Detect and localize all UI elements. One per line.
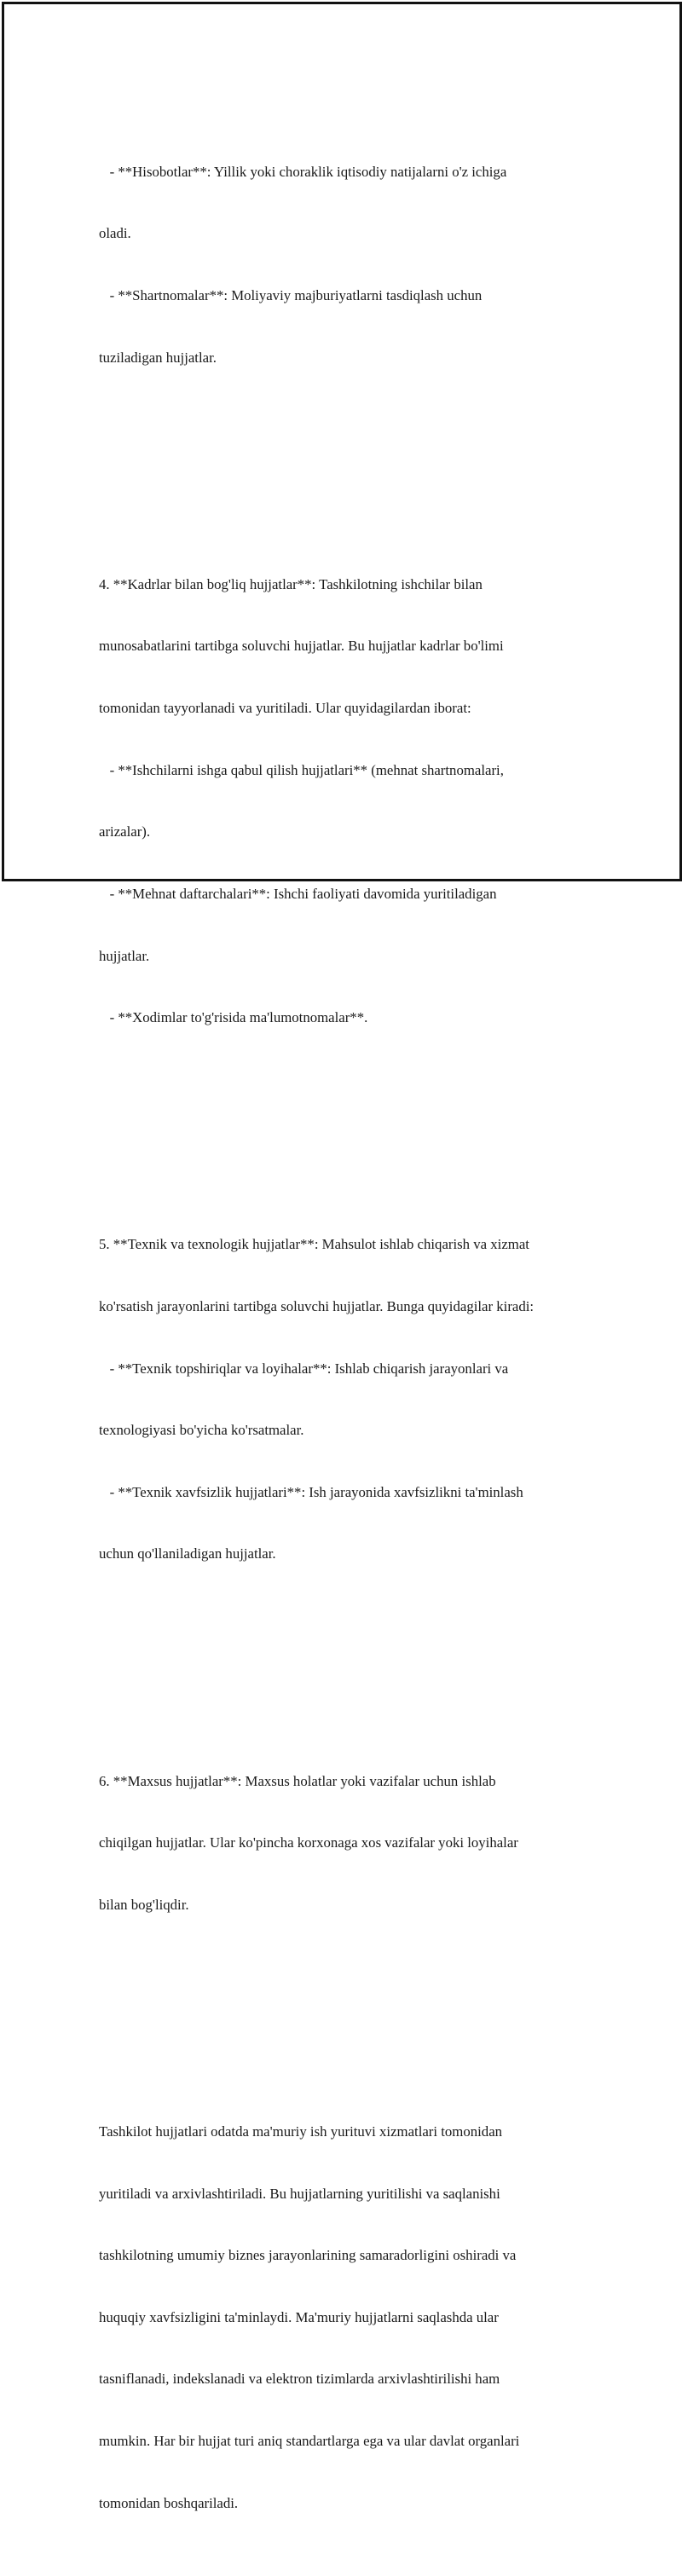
paragraph-gap	[99, 1111, 585, 1131]
text-line: - **Texnik topshiriqlar va loyihalar**: Ishlab chiqarish jarayonlari va	[99, 1360, 509, 1377]
text-line: tomonidan boshqariladi.	[99, 2494, 239, 2511]
paragraph-special-documents	[99, 1730, 585, 1956]
text-line: - **Ishchilarni ishga qabul qilish hujjatlari** (mehnat shartnomalari,	[99, 761, 504, 778]
text-line: munosabatlarini tartibga soluvchi hujjatlar. Bu hujjatlar kadrlar bo'limi	[99, 638, 504, 655]
paragraph-summary	[99, 2081, 585, 2556]
text-line: hujjatlar.	[99, 947, 150, 964]
text-line: 5. **Texnik va texnologik hujjatlar**: Mahsulot ishlab chiqarish va xizmat	[99, 1236, 529, 1253]
text-line: 4. **Kadrlar bilan bog'liq hujjatlar**: Tashkilotning ishchilar bilan	[99, 575, 483, 592]
text-line: mumkin. Har bir hujjat turi aniq standartlarga ega va ular davlat organlari	[99, 2433, 520, 2450]
document-body	[99, 79, 585, 2576]
text-line: ko'rsatish jarayonlarini tartibga soluvchi hujjatlar. Bunga quyidagilar kiradi:	[99, 1297, 535, 1314]
text-line: tasniflanadi, indekslanadi va elektron tizimlarda arxivlashtirilishi ham	[99, 2371, 500, 2388]
text-line: uchun qo'llaniladigan hujjatlar.	[99, 1545, 276, 1562]
text-line: - **Shartnomalar**: Moliyaviy majburiyatlarni tasdiqlash uchun	[99, 287, 483, 304]
text-line: bilan bog'liqdir.	[99, 1896, 189, 1913]
text-line: huquqiy xavfsizligini ta'minlaydi. Ma'muriy hujjatlarni saqlashda ular	[99, 2308, 499, 2325]
text-line: tuziladigan hujjatlar.	[99, 349, 217, 366]
text-line: - **Hisobotlar**: Yillik yoki choraklik iqtisodiy natijalarni o'z ichiga	[99, 163, 507, 180]
paragraph-hr-documents	[99, 533, 585, 1069]
paragraph-reports-contracts	[99, 120, 585, 409]
text-line: oladi.	[99, 225, 131, 242]
text-line: tashkilotning umumiy biznes jarayonlarining samaradorligini oshiradi va	[99, 2247, 517, 2264]
paragraph-gap	[99, 1647, 585, 1667]
text-line: Tashkilot hujjatlari odatda ma'muriy ish yurituvi xizmatlari tomonidan	[99, 2123, 503, 2140]
text-line: - **Xodimlar to'g'risida ma'lumotnomalar**.	[99, 1009, 368, 1026]
text-line: - **Texnik xavfsizlik hujjatlari**: Ish jarayonida xavfsizlikni ta'minlash	[99, 1483, 523, 1500]
paragraph-gap	[99, 1998, 585, 2019]
text-line: texnologiyasi bo'yicha ko'rsatmalar.	[99, 1422, 304, 1439]
text-line: - **Mehnat daftarchalari**: Ishchi faoliyati davomida yuritiladigan	[99, 885, 497, 902]
text-line: arizalar).	[99, 823, 151, 840]
text-line: yuritiladi va arxivlashtiriladi. Bu hujjatlarning yuritilishi va saqlanishi	[99, 2185, 500, 2202]
paragraph-gap	[99, 451, 585, 471]
text-line: chiqilgan hujjatlar. Ular ko'pincha korxonaga xos vazifalar yoki loyihalar	[99, 1834, 518, 1851]
text-line: 6. **Maxsus hujjatlar**: Maxsus holatlar yoki vazifalar uchun ishlab	[99, 1772, 496, 1789]
text-line: tomonidan tayyorlanadi va yuritiladi. Ular quyidagilardan iborat:	[99, 700, 471, 717]
paragraph-technical-documents	[99, 1193, 585, 1606]
